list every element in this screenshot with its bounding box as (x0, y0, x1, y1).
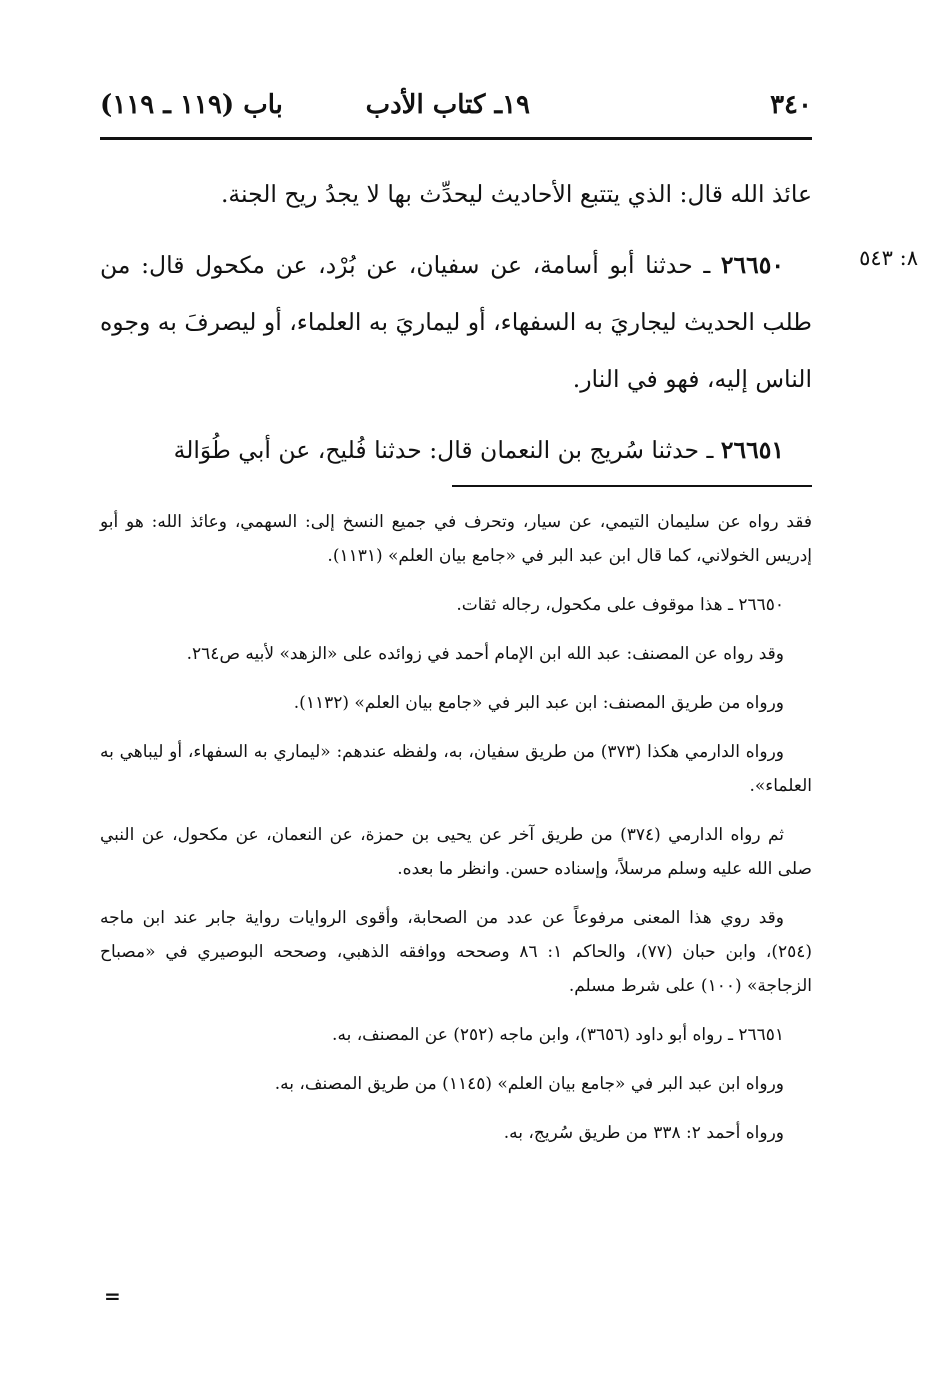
chapter-heading: باب (١١٩ ـ ١١٩) (100, 90, 283, 120)
text-paragraph: عائذ الله قال: الذي يتتبع الأحاديث ليحدِّث بها لا يجدُ ريح الجنة. (220, 180, 812, 208)
main-text (100, 166, 812, 493)
hadith-paragraph (100, 237, 812, 408)
footnote-paragraph: فقد رواه عن سليمان التيمي، عن سيار، وتحرف في جميع النسخ إلى: السهمي، وعائذ الله: هو أبو إدريس الخولاني، كما قال ابن عبد البر في «جامع بيان العلم» (١١٣١). (100, 512, 812, 566)
footnote-paragraph: ٢٦٦٥٠ ـ هذا موقوف على مكحول، رجاله ثقات. (456, 595, 784, 615)
continuation-mark: = (104, 1284, 121, 1308)
footnote-paragraph: ورواه من طريق المصنف: ابن عبد البر في «جامع بيان العلم» (١١٣٢). (293, 693, 784, 713)
footnote-paragraph: ورواه أحمد ٢: ٣٣٨ من طريق سُريج، به. (503, 1123, 784, 1143)
footnote-paragraph: ثم رواه الدارمي (٣٧٤) من طريق آخر عن يحيى بن حمزة، عن النعمان، عن مكحول، عن النبي صلى الله عليه وسلم مرسلاً، وإسناده حسن. وانظر ما بعده. (100, 825, 812, 879)
margin-reference: ٨: ٥٤٣ (859, 246, 918, 270)
page-number: ٣٤٠ (770, 90, 812, 120)
footnote-paragraph: ورواه ابن عبد البر في «جامع بيان العلم» (١١٤٥) من طريق المصنف، به. (274, 1074, 784, 1094)
footnotes (100, 505, 812, 1165)
footnote-paragraph: وقد روي هذا المعنى مرفوعاً عن عدد من الصحابة، وأقوى الروايات رواية جابر عند ابن ماجه (٢٥٤)، وابن حبان (٧٧)، والحاكم ١: ٨٦ وصححه ووافقه الذهبي، وصححه البوصيري في «مصباح الزجاجة» (١٠٠) على شرط مسلم. (100, 908, 812, 996)
hadith-number: ٢٦٦٥١ (720, 436, 784, 464)
footnote-paragraph: ٢٦٦٥١ ـ رواه أبو داود (٣٦٥٦)، وابن ماجه (٢٥٢) عن المصنف، به. (332, 1025, 784, 1045)
hadith-paragraph (100, 422, 812, 479)
book-title: ١٩ـ كتاب الأدب (365, 90, 530, 120)
hadith-text: ـ حدثنا أبو أسامة، عن سفيان، عن بُرْد، عن مكحول قال: من طلب الحديث ليجاريَ به السفهاء، أو ليماريَ به العلماء، أو ليصرفَ به وجوه الناس إليه، فهو في النار. (100, 251, 812, 393)
hadith-text: ـ حدثنا سُريج بن النعمان قال: حدثنا فُليح، عن أبي طُوَالة (173, 436, 721, 464)
hadith-number: ٢٦٦٥٠ (720, 251, 784, 279)
footnote-paragraph: وقد رواه عن المصنف: عبد الله ابن الإمام أحمد في زوائده على «الزهد» لأبيه ص٢٦٤. (186, 644, 784, 664)
header-rule (100, 137, 812, 140)
page-header (100, 86, 812, 132)
footnote-rule (452, 485, 812, 487)
footnote-paragraph: ورواه الدارمي هكذا (٣٧٣) من طريق سفيان، به، ولفظه عندهم: «ليماري به السفهاء، أو ليباهي به العلماء». (100, 742, 812, 796)
